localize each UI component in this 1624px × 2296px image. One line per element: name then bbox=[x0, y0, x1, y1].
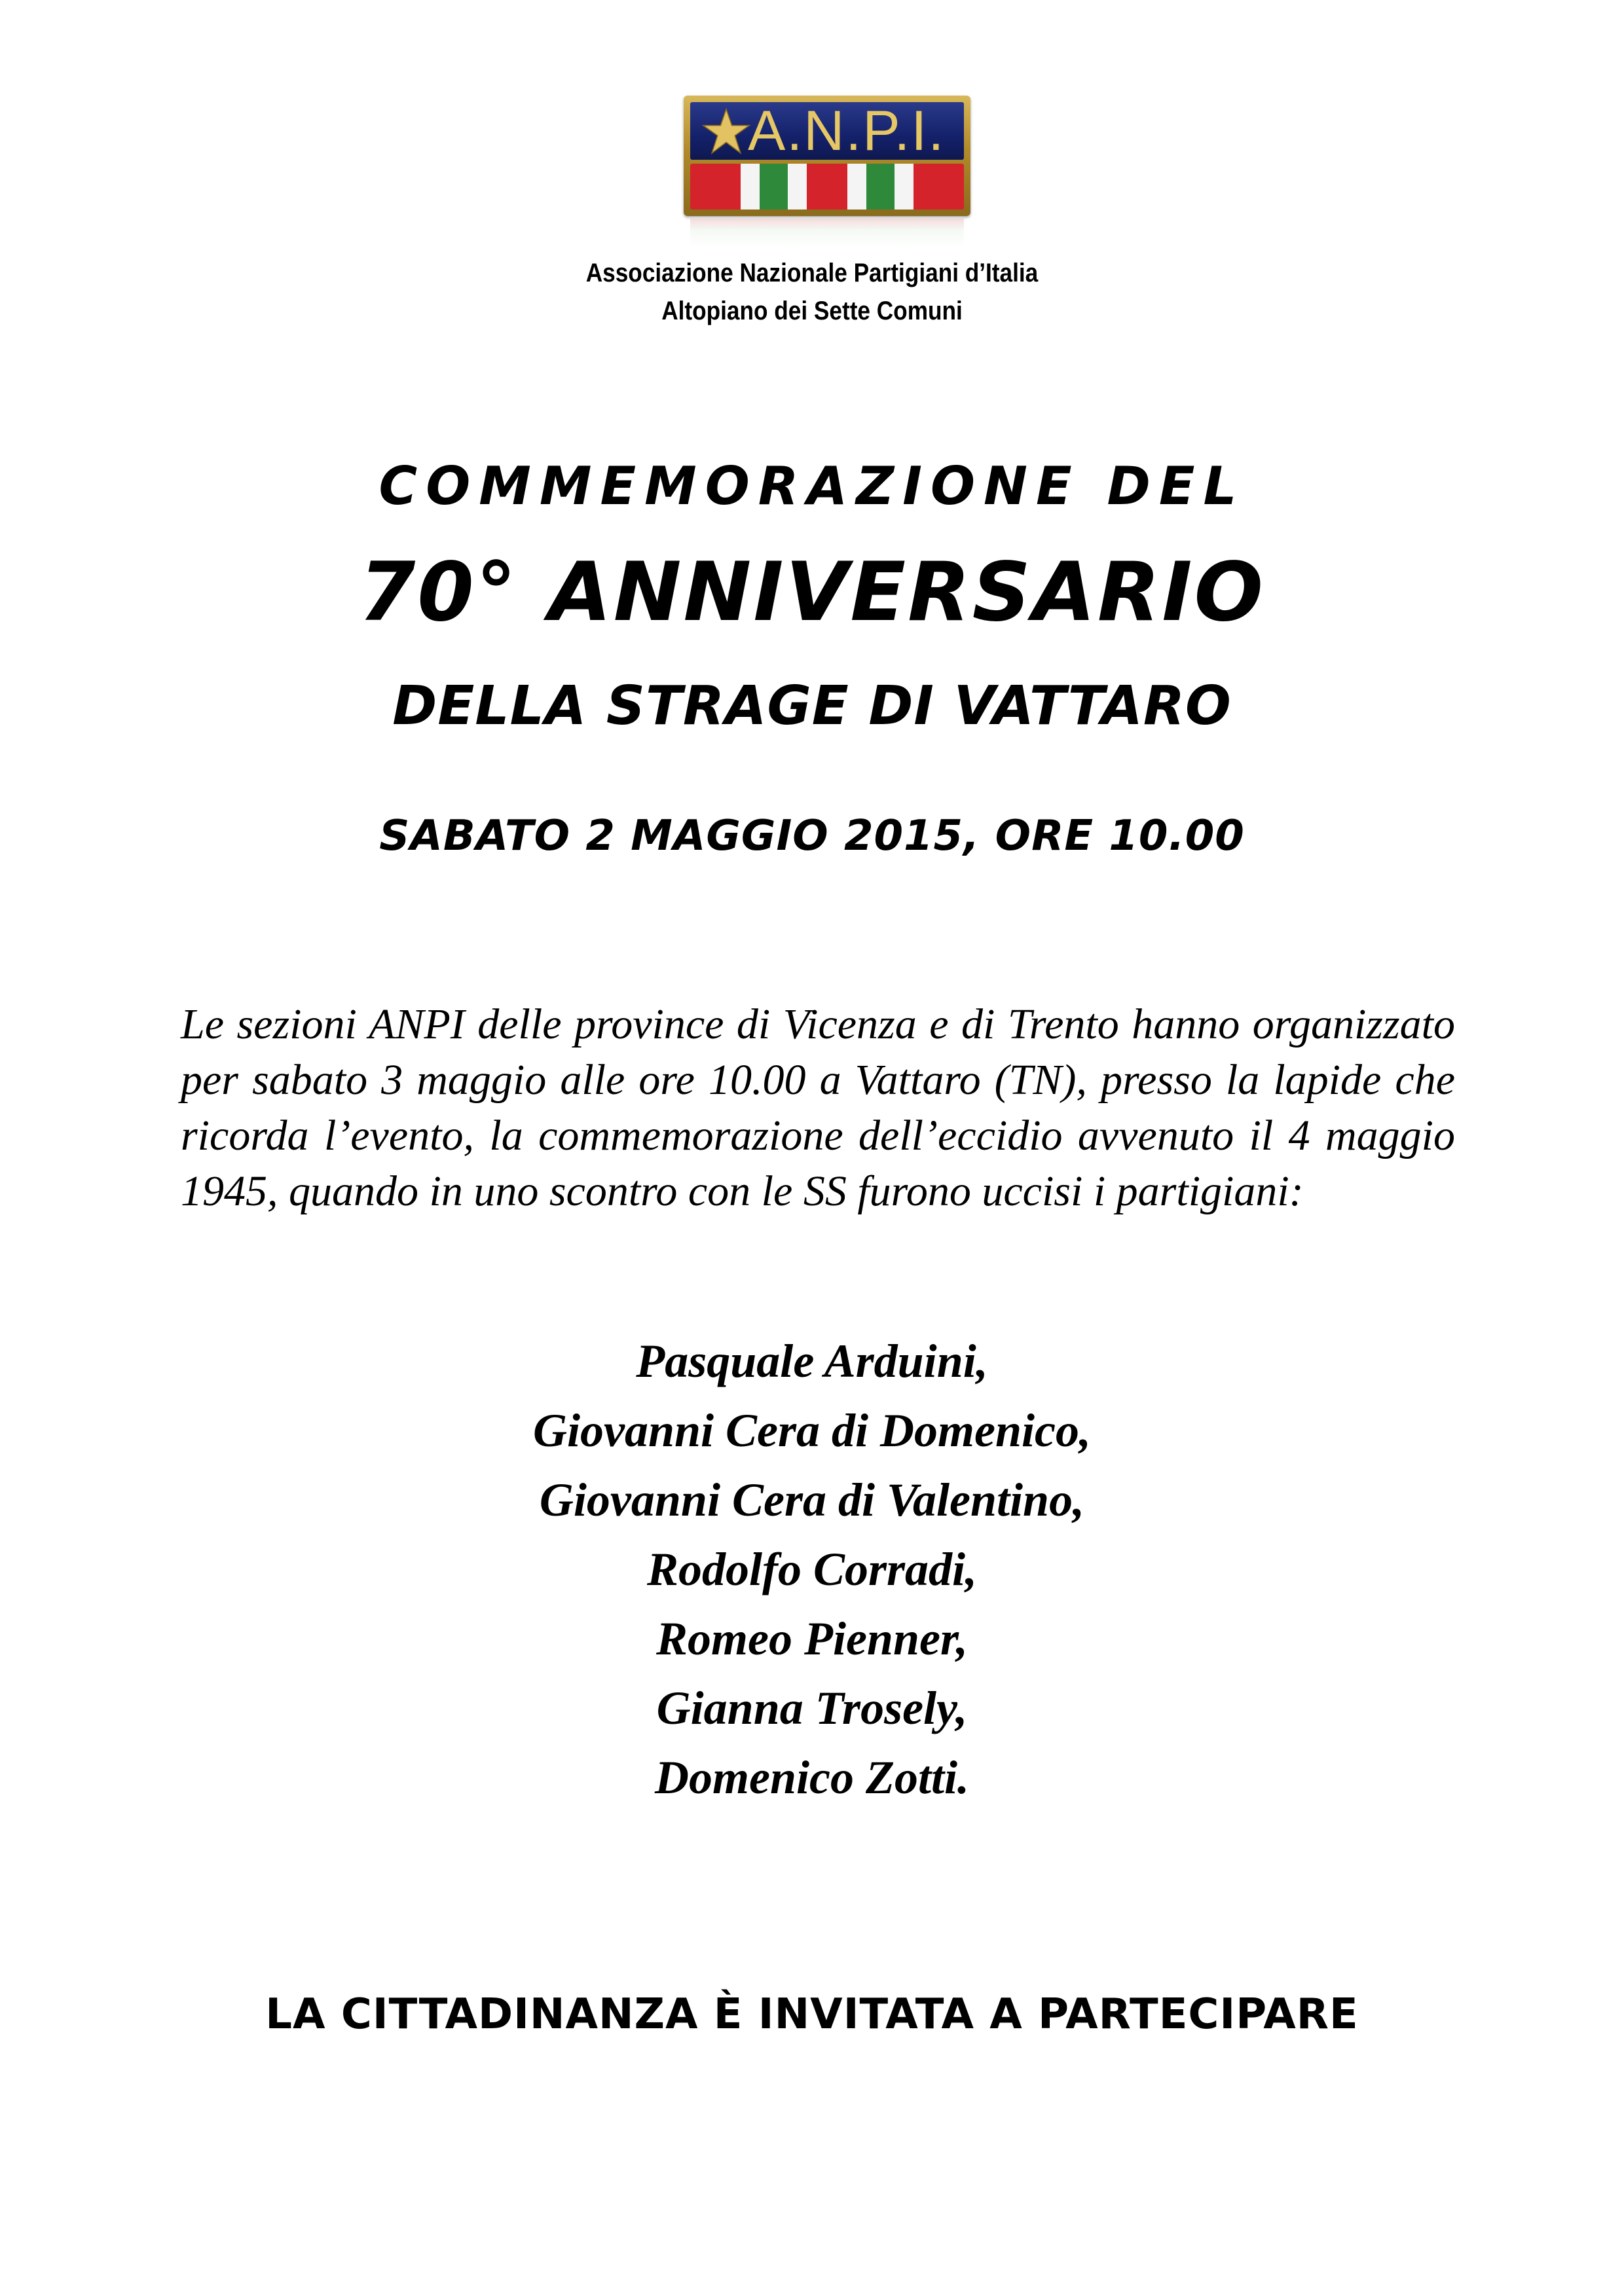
anpi-logo bbox=[684, 96, 970, 220]
logo-flag-stripes bbox=[690, 164, 964, 210]
victim-name: Giovanni Cera di Valentino, bbox=[539, 1474, 1085, 1526]
heading-massacre: DELLA STRAGE DI VATTARO bbox=[392, 675, 1232, 737]
logo-text: A.N.P.I. bbox=[748, 100, 946, 162]
body-paragraph: Le sezioni ANPI delle province di Vicenza e di Trento hanno organizzato per sabato 3 maggio alle ore 10.00 a Vattaro (TN), presso la lapide che ricorda l’evento, la commemorazione dell’eccidio avvenuto il 4 maggio 1945, quando in uno scontro con le SS furono uccisi i partigiani: bbox=[181, 1000, 1455, 1215]
flag-stripe-white bbox=[895, 164, 913, 210]
organization-name: Associazione Nazionale Partigiani d’Italia bbox=[585, 259, 1039, 287]
logo-badge bbox=[684, 96, 970, 216]
flag-stripe-white bbox=[788, 164, 807, 210]
victim-name: Romeo Pienner, bbox=[655, 1613, 968, 1665]
flag-stripe-green bbox=[760, 164, 788, 210]
logo-top-band bbox=[690, 102, 964, 160]
victim-name: Pasquale Arduini, bbox=[636, 1335, 988, 1387]
flag-stripe-green bbox=[866, 164, 895, 210]
star-icon bbox=[701, 106, 752, 157]
organization-section: Altopiano dei Sette Comuni bbox=[661, 297, 963, 325]
victims-list bbox=[0, 1326, 1624, 1812]
event-date: SABATO 2 MAGGIO 2015, ORE 10.00 bbox=[379, 812, 1245, 860]
victim-name: Gianna Trosely, bbox=[656, 1682, 968, 1734]
flag-stripe-white bbox=[741, 164, 760, 210]
logo-reflection bbox=[690, 219, 964, 247]
victim-name: Domenico Zotti. bbox=[655, 1751, 969, 1804]
flag-stripe-red bbox=[807, 164, 847, 210]
heading-commemoration: COMMEMORAZIONE DEL bbox=[378, 456, 1246, 517]
closing-invitation: LA CITTADINANZA È INVITATA A PARTECIPARE bbox=[265, 1990, 1359, 2039]
heading-anniversary: 70° ANNIVERSARIO bbox=[359, 545, 1265, 640]
flag-stripe-white bbox=[847, 164, 866, 210]
flag-stripe-red bbox=[913, 164, 964, 210]
flag-stripe-red bbox=[690, 164, 741, 210]
victim-name: Giovanni Cera di Domenico, bbox=[532, 1404, 1091, 1457]
victim-name: Rodolfo Corradi, bbox=[646, 1543, 978, 1595]
